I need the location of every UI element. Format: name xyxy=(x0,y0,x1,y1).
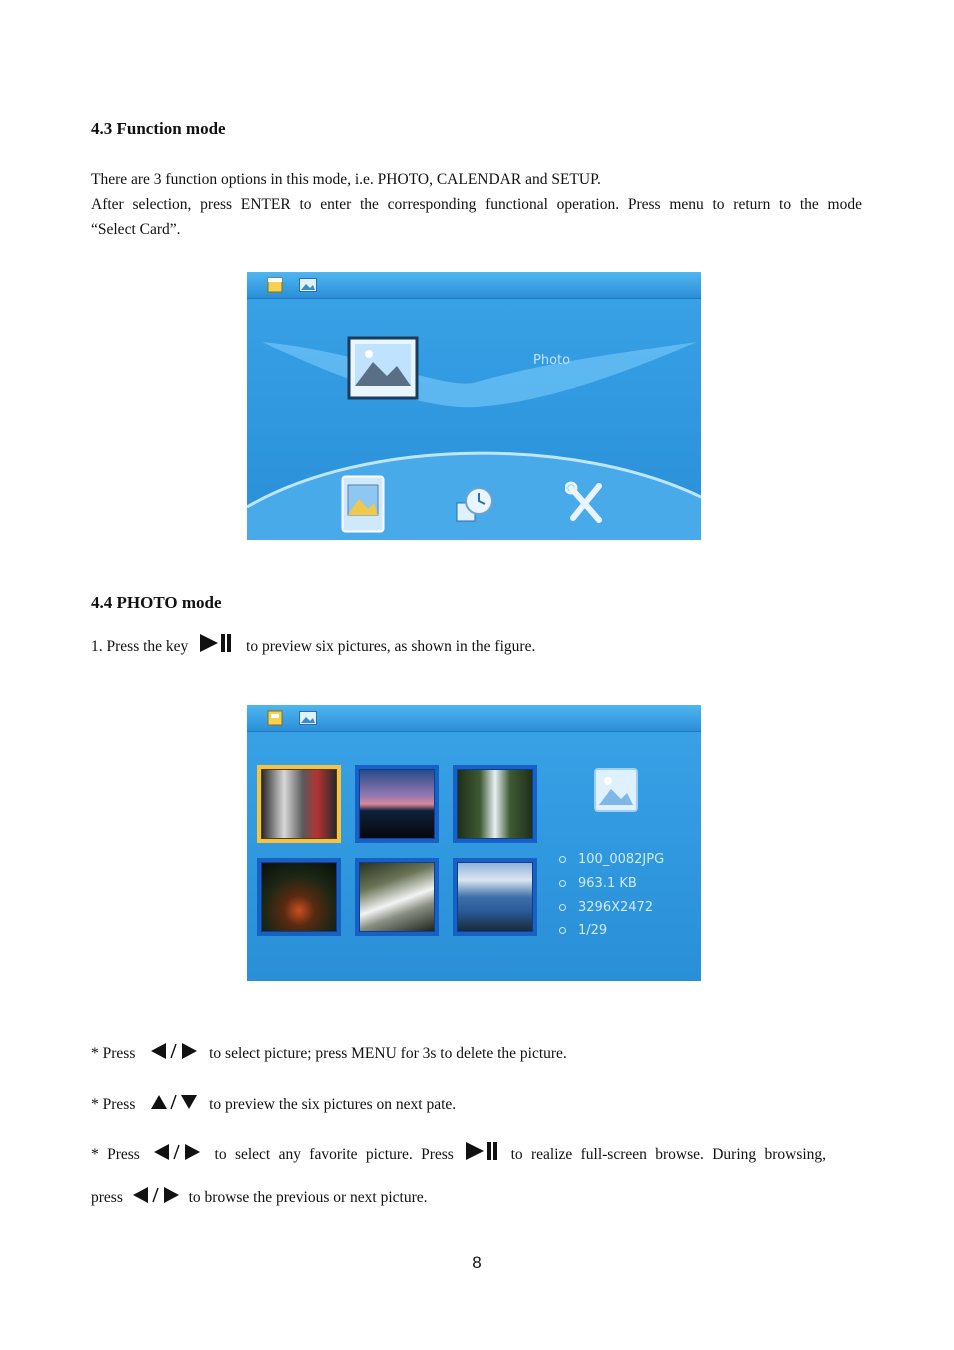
instruction-1-prefix: * Press xyxy=(91,1045,136,1062)
thumbnail-2[interactable] xyxy=(355,765,439,843)
photo-icon-large[interactable] xyxy=(347,336,419,405)
step-1-text-before: 1. Press the key xyxy=(91,638,189,655)
function-mode-paragraph-2-line-1: After selection, press ENTER to enter the corresponding functional operation. Press menu to return to the mode xyxy=(91,196,862,213)
bullet-dot xyxy=(559,927,566,934)
bullet-dot xyxy=(559,856,566,863)
instruction-3-line-2-text: to browse the previous or next picture. xyxy=(188,1189,428,1206)
instruction-3-line-2-prefix: press xyxy=(91,1189,123,1206)
selected-option-label: Photo xyxy=(533,353,571,368)
thumbnail-1[interactable] xyxy=(257,765,341,843)
function-mode-paragraph-2-line-2: “Select Card”. xyxy=(91,221,181,238)
info-index-text: 1/29 xyxy=(578,923,608,938)
photo-preview-icon xyxy=(593,767,639,818)
instruction-2-text: to preview the six pictures on next pate. xyxy=(209,1096,457,1113)
setup-tools-icon[interactable] xyxy=(565,480,605,531)
section-heading-function-mode: 4.3 Function mode xyxy=(91,119,226,138)
instruction-3-line-2 xyxy=(91,1185,428,1211)
calendar-clock-icon[interactable] xyxy=(455,485,495,530)
bullet-dot xyxy=(559,904,566,911)
info-filesize xyxy=(559,876,637,891)
photo-mode-step-1 xyxy=(91,634,535,660)
info-filename xyxy=(559,852,664,867)
instruction-1 xyxy=(91,1041,567,1067)
section-heading-photo-mode: 4.4 PHOTO mode xyxy=(91,593,222,612)
info-resolution xyxy=(559,900,653,915)
bullet-dot xyxy=(559,880,566,887)
thumbnail-3[interactable] xyxy=(453,765,537,843)
step-1-text-after: to preview six pictures, as shown in the figure. xyxy=(246,638,536,655)
play-pause-icon xyxy=(200,634,232,660)
function-mode-paragraph-1: There are 3 function options in this mode, i.e. PHOTO, CALENDAR and SETUP. xyxy=(91,171,601,188)
card-icon xyxy=(267,277,283,298)
info-filesize-text: 963.1 KB xyxy=(578,876,637,891)
left-right-arrows-icon xyxy=(151,1042,197,1067)
instruction-2 xyxy=(91,1092,456,1118)
thumbnail-4[interactable] xyxy=(257,858,341,936)
function-mode-screenshot xyxy=(247,272,701,540)
left-right-arrows-icon xyxy=(154,1143,200,1168)
left-right-arrows-icon xyxy=(133,1186,179,1211)
play-pause-icon xyxy=(466,1142,498,1168)
info-resolution-text: 3296X2472 xyxy=(578,900,654,915)
thumbnail-5[interactable] xyxy=(355,858,439,936)
info-index xyxy=(559,923,607,938)
instruction-3-text-end: to realize full-screen browse. During browsing, xyxy=(510,1146,827,1163)
photo-small-icon xyxy=(299,711,317,730)
instruction-1-text: to select picture; press MENU for 3s to delete the picture. xyxy=(209,1045,567,1062)
card-icon xyxy=(267,710,283,731)
photo-icon[interactable] xyxy=(341,475,385,538)
swoosh-decoration xyxy=(247,302,701,412)
thumbnail-6[interactable] xyxy=(453,858,537,936)
info-filename-text: 100_0082JPG xyxy=(578,852,665,867)
photo-preview-screenshot xyxy=(247,705,701,981)
page-number: 8 xyxy=(472,1253,482,1272)
up-down-arrows-icon xyxy=(151,1093,197,1118)
instruction-3-text-mid: to select any favorite picture. Press xyxy=(214,1146,454,1163)
instruction-3-line-1 xyxy=(91,1142,826,1168)
photo-small-icon xyxy=(299,278,317,297)
instruction-3-prefix: * Press xyxy=(91,1146,140,1163)
instruction-2-prefix: * Press xyxy=(91,1096,136,1113)
